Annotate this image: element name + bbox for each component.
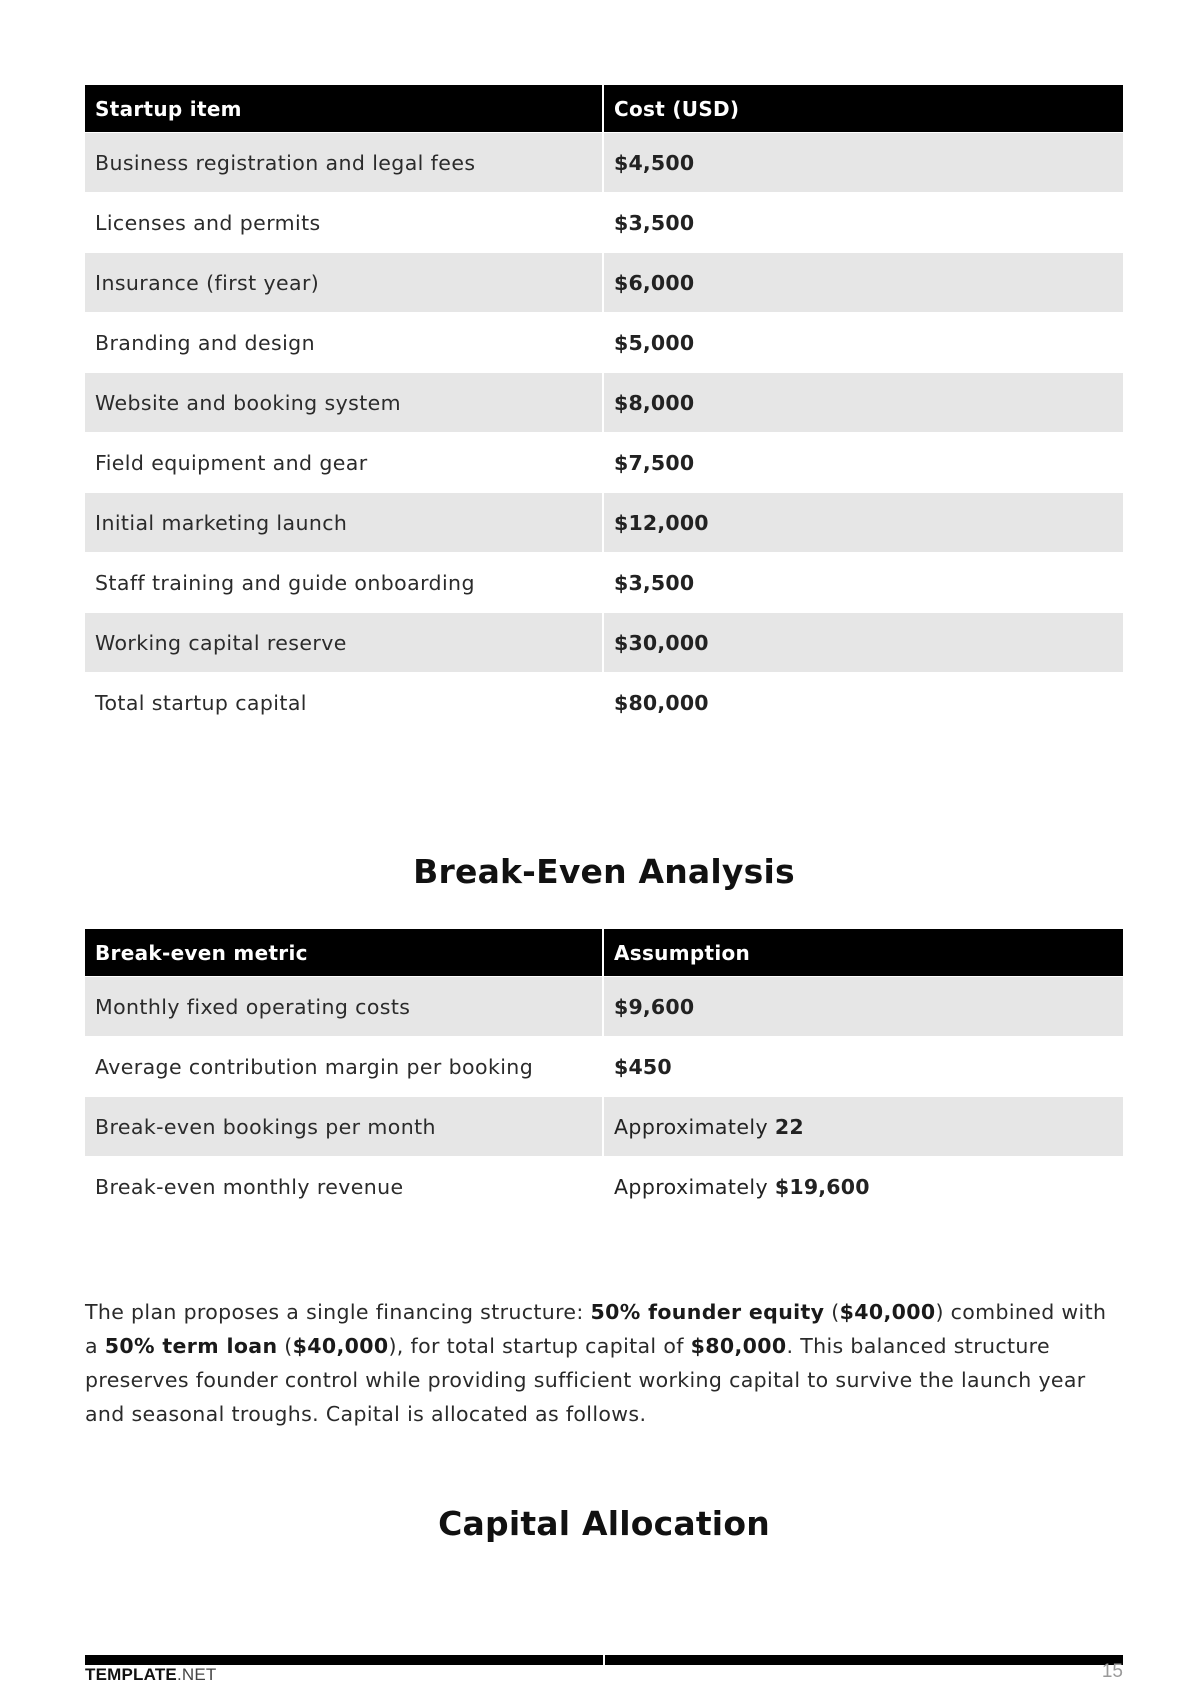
startup-item-cost: $4,500 bbox=[603, 133, 1123, 193]
table-row bbox=[85, 253, 1123, 313]
break-even-table bbox=[85, 929, 1123, 1216]
break-even-metric: Break-even monthly revenue bbox=[85, 1157, 603, 1217]
startup-item-cost: $6,000 bbox=[603, 253, 1123, 313]
table-row bbox=[85, 493, 1123, 553]
startup-item-name: Field equipment and gear bbox=[85, 433, 603, 493]
startup-item-name: Licenses and permits bbox=[85, 193, 603, 253]
startup-item-name: Total startup capital bbox=[85, 673, 603, 733]
startup-item-name: Insurance (first year) bbox=[85, 253, 603, 313]
para-text: ( bbox=[824, 1299, 840, 1324]
brand-name: TEMPLATE bbox=[85, 1665, 177, 1684]
para-text: ), for total startup capital of bbox=[388, 1333, 691, 1358]
table-row bbox=[85, 373, 1123, 433]
brand-suffix: .NET bbox=[176, 1665, 217, 1684]
para-text: . This balanced structure preserves founder control while providing sufficient working capital to survive the launch year and seasonal troughs. Capital is allocated as follows. bbox=[85, 1333, 1086, 1426]
table-row bbox=[85, 1097, 1123, 1157]
break-even-assumption bbox=[603, 977, 1123, 1037]
startup-item-cost: $7,500 bbox=[603, 433, 1123, 493]
page-number: 15 bbox=[1101, 1661, 1123, 1682]
break-even-metric: Monthly fixed operating costs bbox=[85, 977, 603, 1037]
table-row bbox=[85, 433, 1123, 493]
table-row bbox=[85, 193, 1123, 253]
column-header-assumption: Assumption bbox=[603, 929, 1123, 977]
break-even-heading: Break-Even Analysis bbox=[413, 852, 795, 891]
table-row bbox=[85, 1037, 1123, 1097]
break-even-assumption bbox=[603, 1097, 1123, 1157]
table-row bbox=[85, 1157, 1123, 1217]
assumption-value: $9,600 bbox=[614, 994, 695, 1019]
capital-allocation-heading: Capital Allocation bbox=[438, 1504, 770, 1543]
column-header-startup-item: Startup item bbox=[85, 85, 603, 133]
startup-item-cost: $5,000 bbox=[603, 313, 1123, 373]
assumption-value: $450 bbox=[614, 1054, 672, 1079]
table-header-row bbox=[85, 85, 1123, 133]
table-header-row bbox=[85, 929, 1123, 977]
assumption-value: $19,600 bbox=[774, 1174, 870, 1199]
para-bold: $40,000 bbox=[839, 1299, 936, 1324]
startup-item-name: Working capital reserve bbox=[85, 613, 603, 673]
startup-item-name: Staff training and guide onboarding bbox=[85, 553, 603, 613]
assumption-prefix: Approximately bbox=[614, 1114, 775, 1139]
para-text: ( bbox=[277, 1333, 293, 1358]
break-even-assumption bbox=[603, 1157, 1123, 1217]
startup-item-cost: $30,000 bbox=[603, 613, 1123, 673]
table-row bbox=[85, 553, 1123, 613]
para-bold: 50% term loan bbox=[104, 1333, 278, 1358]
table-row bbox=[85, 673, 1123, 733]
startup-item-cost: $3,500 bbox=[603, 193, 1123, 253]
para-bold: 50% founder equity bbox=[590, 1299, 825, 1324]
table-row bbox=[85, 977, 1123, 1037]
break-even-metric: Average contribution margin per booking bbox=[85, 1037, 603, 1097]
footer-divider bbox=[85, 1655, 603, 1665]
column-header-metric: Break-even metric bbox=[85, 929, 603, 977]
startup-item-name: Business registration and legal fees bbox=[85, 133, 603, 193]
startup-item-cost: $3,500 bbox=[603, 553, 1123, 613]
financing-paragraph bbox=[85, 1295, 1123, 1431]
footer-brand-logo bbox=[85, 1665, 216, 1685]
break-even-assumption bbox=[603, 1037, 1123, 1097]
para-bold: $40,000 bbox=[292, 1333, 389, 1358]
table-row bbox=[85, 313, 1123, 373]
para-text: ) combined with a bbox=[85, 1299, 1107, 1358]
table-row bbox=[85, 133, 1123, 193]
startup-item-name: Initial marketing launch bbox=[85, 493, 603, 553]
startup-item-cost: $8,000 bbox=[603, 373, 1123, 433]
break-even-metric: Break-even bookings per month bbox=[85, 1097, 603, 1157]
assumption-prefix: Approximately bbox=[614, 1174, 775, 1199]
column-header-cost: Cost (USD) bbox=[603, 85, 1123, 133]
startup-item-cost: $80,000 bbox=[603, 673, 1123, 733]
assumption-value: 22 bbox=[774, 1114, 804, 1139]
startup-item-cost: $12,000 bbox=[603, 493, 1123, 553]
table-row bbox=[85, 613, 1123, 673]
startup-costs-table bbox=[85, 85, 1123, 732]
para-text: The plan proposes a single financing structure: bbox=[85, 1299, 591, 1324]
footer-divider bbox=[605, 1655, 1123, 1665]
startup-item-name: Website and booking system bbox=[85, 373, 603, 433]
para-bold: $80,000 bbox=[690, 1333, 787, 1358]
startup-item-name: Branding and design bbox=[85, 313, 603, 373]
